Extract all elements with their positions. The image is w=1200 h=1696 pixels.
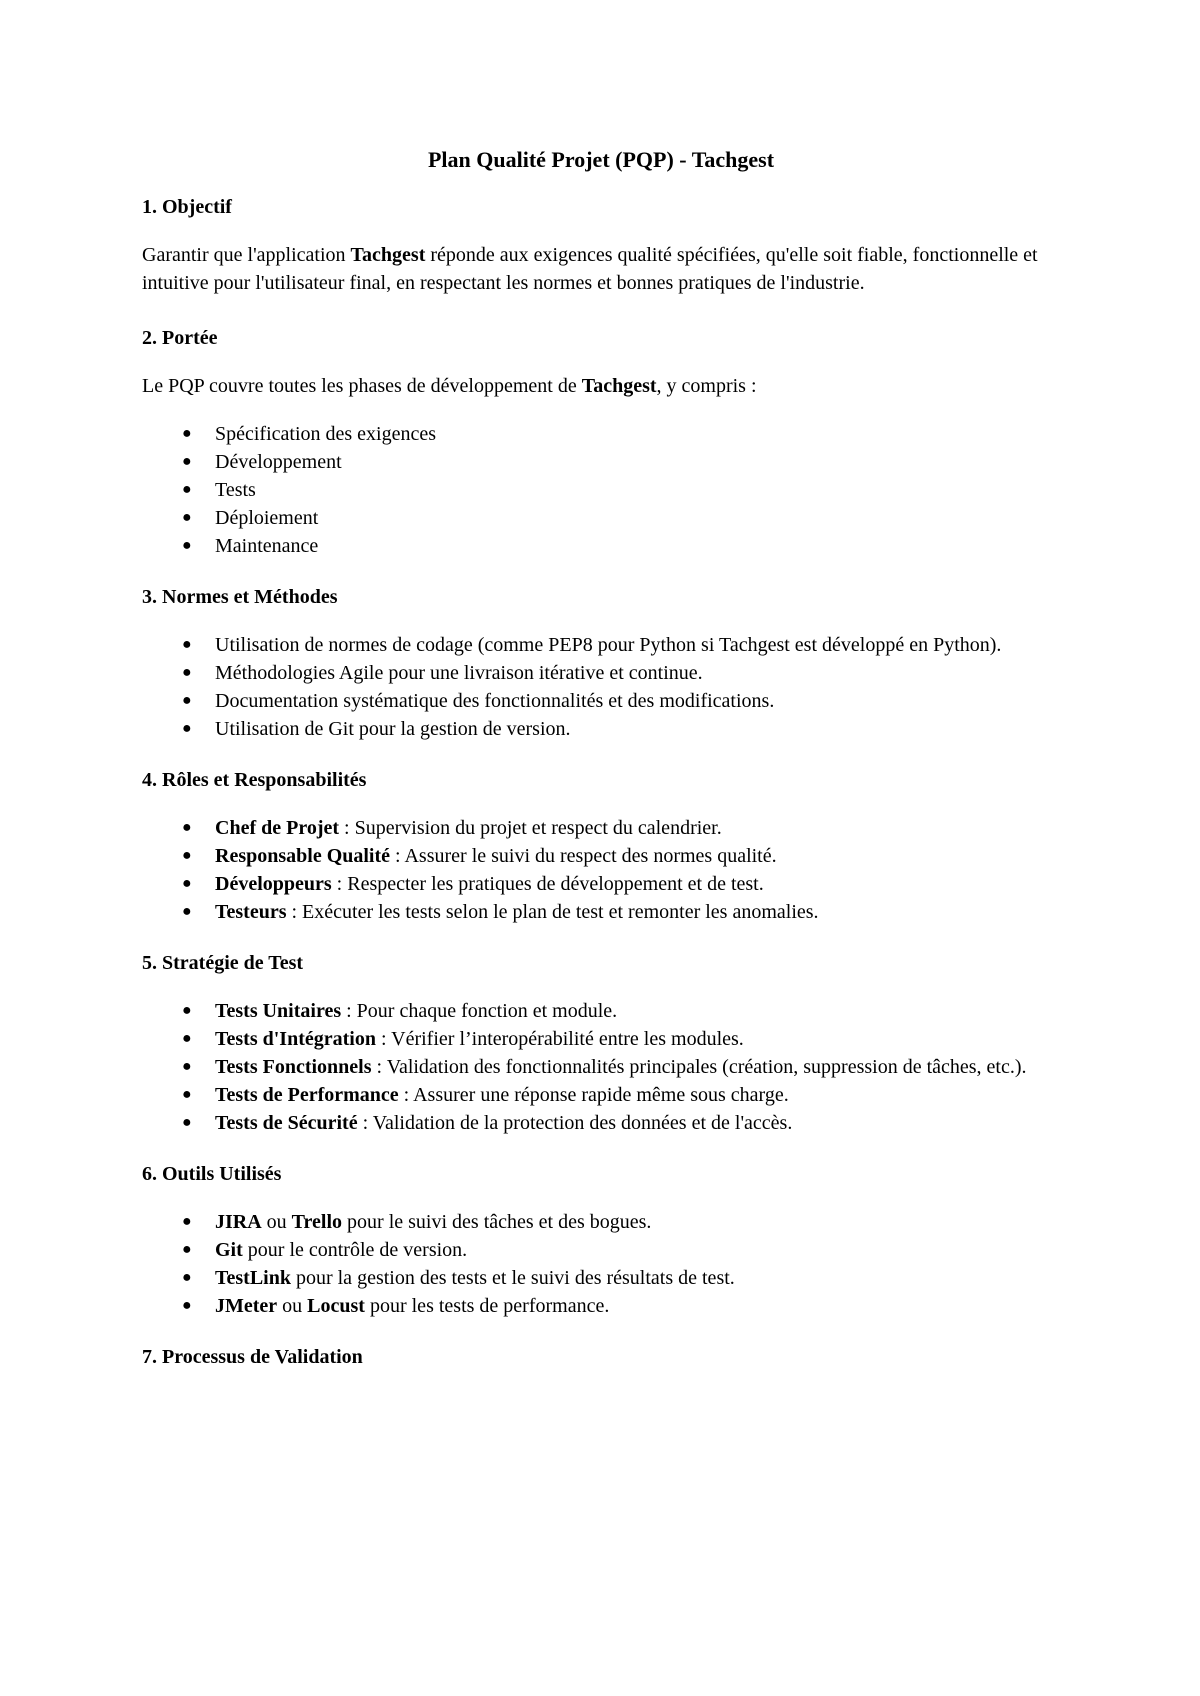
- paragraph-text: Garantir que l'application: [142, 244, 351, 266]
- bullet-icon: ●: [182, 1058, 192, 1075]
- list-item-text: Déploiement: [215, 507, 319, 529]
- list-item-text: Méthodologies Agile pour une livraison itérative et continue.: [215, 662, 703, 684]
- list-item-text: Utilisation de Git pour la gestion de version.: [215, 718, 571, 740]
- list-item: [142, 1264, 1060, 1292]
- list-item-text: Développement: [215, 451, 342, 473]
- list-item-text: Maintenance: [215, 535, 319, 557]
- bullet-icon: ●: [182, 1213, 192, 1230]
- tool-name: JMeter: [215, 1295, 278, 1317]
- list-item: [142, 1292, 1060, 1320]
- section-objectif: [142, 193, 1060, 297]
- list-item: [142, 631, 1060, 659]
- bullet-icon: ●: [182, 875, 192, 892]
- bullet-icon: ●: [182, 453, 192, 470]
- section-roles: [142, 766, 1060, 926]
- bullet-list: [142, 1208, 1060, 1320]
- list-item: [142, 1208, 1060, 1236]
- section-heading: 6. Outils Utilisés: [142, 1163, 282, 1185]
- list-item-text: : Vérifier l’interopérabilité entre les modules.: [375, 1028, 744, 1050]
- list-item: [142, 1053, 1060, 1081]
- list-item: [142, 1109, 1060, 1137]
- section-portee: [142, 324, 1060, 560]
- section-heading: 7. Processus de Validation: [142, 1346, 363, 1368]
- list-item: [142, 870, 1060, 898]
- list-item: [142, 504, 1060, 532]
- bullet-icon: ●: [182, 1114, 192, 1131]
- tool-name: Locust: [307, 1295, 365, 1317]
- document-title: Plan Qualité Projet (PQP) - Tachgest: [427, 147, 775, 172]
- list-item-term: Tests Fonctionnels: [215, 1056, 372, 1078]
- list-item-text: : Assurer le suivi du respect des normes qualité.: [390, 845, 777, 867]
- bullet-list: [142, 814, 1060, 926]
- section-paragraph: [142, 372, 1060, 400]
- bullet-icon: ●: [182, 425, 192, 442]
- bullet-icon: ●: [182, 481, 192, 498]
- bullet-icon: ●: [182, 1002, 192, 1019]
- bullet-icon: ●: [182, 819, 192, 836]
- list-item-text: Utilisation de normes de codage (comme PEP8 pour Python si Tachgest est développé en Python).: [215, 634, 1002, 656]
- list-item: [142, 814, 1060, 842]
- bullet-icon: ●: [182, 636, 192, 653]
- paragraph-bold-text: Tachgest: [581, 375, 657, 397]
- list-item-text: Documentation systématique des fonctionnalités et des modifications.: [215, 690, 775, 712]
- list-item: [142, 420, 1060, 448]
- bullet-icon: ●: [182, 1086, 192, 1103]
- tool-name: Git: [215, 1239, 243, 1261]
- list-item: [142, 842, 1060, 870]
- bullet-icon: ●: [182, 720, 192, 737]
- section-paragraph: [142, 241, 1060, 297]
- list-item: [142, 898, 1060, 926]
- list-item: [142, 448, 1060, 476]
- section-validation: [142, 1343, 1060, 1371]
- list-item: [142, 1236, 1060, 1264]
- section-heading: 2. Portée: [142, 327, 218, 349]
- list-item-term: Testeurs: [215, 901, 287, 923]
- bullet-icon: ●: [182, 847, 192, 864]
- paragraph-text: Le PQP couvre toutes les phases de développement de: [142, 375, 582, 397]
- bullet-list: [142, 631, 1060, 743]
- list-item-term: Chef de Projet: [215, 817, 340, 839]
- list-item-text: : Pour chaque fonction et module.: [341, 1000, 618, 1022]
- bullet-icon: ●: [182, 1241, 192, 1258]
- list-item: [142, 476, 1060, 504]
- section-heading: 4. Rôles et Responsabilités: [142, 769, 367, 791]
- list-item-text: : Validation des fonctionnalités principales (création, suppression de tâches, etc.).: [371, 1056, 1027, 1078]
- paragraph-bold-text: Tachgest: [350, 244, 426, 266]
- section-outils: [142, 1160, 1060, 1320]
- bullet-icon: ●: [182, 692, 192, 709]
- list-item-text: : Assurer une réponse rapide même sous charge.: [398, 1084, 789, 1106]
- list-item-term: Tests de Performance: [215, 1084, 399, 1106]
- list-item: [142, 1025, 1060, 1053]
- list-item: [142, 659, 1060, 687]
- tool-name: TestLink: [215, 1267, 291, 1289]
- list-item: [142, 1081, 1060, 1109]
- bullet-icon: ●: [182, 1297, 192, 1314]
- list-item-term: Développeurs: [215, 873, 332, 895]
- bullet-list: [142, 420, 1060, 560]
- list-item-text: : Respecter les pratiques de développement et de test.: [331, 873, 764, 895]
- list-item-text: ou: [261, 1211, 292, 1233]
- tool-name: JIRA: [215, 1211, 262, 1233]
- list-item-term: Tests de Sécurité: [215, 1112, 358, 1134]
- section-heading: 5. Stratégie de Test: [142, 952, 304, 974]
- list-item: [142, 997, 1060, 1025]
- list-item-term: Tests d'Intégration: [215, 1028, 376, 1050]
- list-item-text: : Exécuter les tests selon le plan de test et remonter les anomalies.: [286, 901, 819, 923]
- paragraph-text: , y compris :: [656, 375, 757, 397]
- list-item: [142, 687, 1060, 715]
- bullet-icon: ●: [182, 537, 192, 554]
- list-item-text: pour les tests de performance.: [364, 1295, 610, 1317]
- list-item-text: pour le suivi des tâches et des bogues.: [342, 1211, 652, 1233]
- list-item-text: ou: [277, 1295, 308, 1317]
- bullet-icon: ●: [182, 1030, 192, 1047]
- list-item: [142, 532, 1060, 560]
- list-item: [142, 715, 1060, 743]
- bullet-icon: ●: [182, 664, 192, 681]
- bullet-list: [142, 997, 1060, 1137]
- list-item-term: Tests Unitaires: [215, 1000, 342, 1022]
- paragraph-text: réponde aux exigences qualité spécifiées, qu'elle soit fiable, fonctionnelle et intuitive pour l'utilisateur final, en respectant les normes et bonnes pratiques de l'industrie.: [142, 244, 1038, 294]
- list-item-term: Responsable Qualité: [215, 845, 391, 867]
- section-strategie-test: [142, 949, 1060, 1137]
- tool-name: Trello: [291, 1211, 343, 1233]
- list-item-text: Tests: [215, 479, 256, 501]
- bullet-icon: ●: [182, 1269, 192, 1286]
- section-heading: 1. Objectif: [142, 196, 232, 218]
- bullet-icon: ●: [182, 903, 192, 920]
- list-item-text: : Validation de la protection des données et de l'accès.: [357, 1112, 793, 1134]
- list-item-text: pour la gestion des tests et le suivi des résultats de test.: [290, 1267, 735, 1289]
- list-item-text: : Supervision du projet et respect du calendrier.: [339, 817, 722, 839]
- list-item-text: pour le contrôle de version.: [242, 1239, 468, 1261]
- section-normes: [142, 583, 1060, 743]
- list-item-text: Spécification des exigences: [215, 423, 437, 445]
- bullet-icon: ●: [182, 509, 192, 526]
- section-heading: 3. Normes et Méthodes: [142, 586, 338, 608]
